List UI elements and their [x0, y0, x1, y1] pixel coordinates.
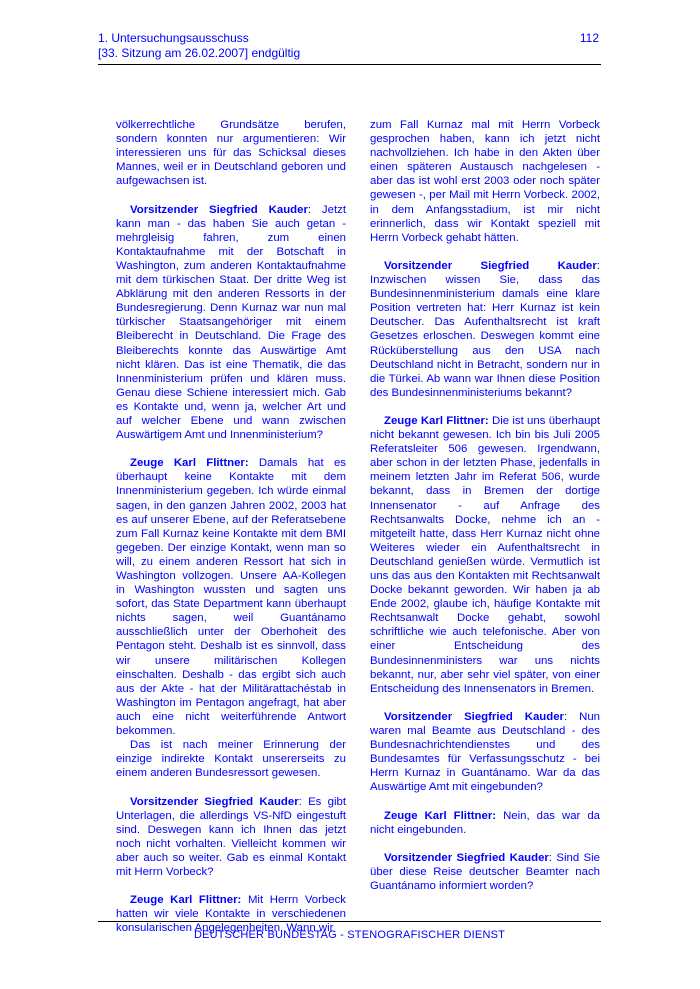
header-committee: 1. Untersuchungsausschuss	[98, 31, 249, 45]
paragraph: Vorsitzender Siegfried Kauder: Nun waren mal Beamte aus Deutschland - des Bundesnachrichtendienstes und des Bundesamtes für Verfassungsschutz - bei Herrn Kurnaz in Guantánamo. War da das Auswärtige Amt mit eingebunden?	[370, 710, 600, 794]
speaker-name: Zeuge Karl Flittner:	[384, 414, 489, 427]
paragraph: Vorsitzender Siegfried Kauder: Inzwischen wissen Sie, dass das Bundesinnenministerium damals eine klare Position vertreten hat: Herr Kurnaz ist kein Deutscher. Das Aufenthaltsrecht ist kraft Gesetzes erloschen. Deswegen kommt eine Rücküberstellung aus den USA nach Deutschland nicht in Betracht, sondern nur in die Türkei. Ab wann war Ihnen diese Position des Bundesinnenministeriums bekannt?	[370, 259, 600, 399]
paragraph: Zeuge Karl Flittner: Damals hat es überhaupt keine Kontakte mit dem Innenministerium gegeben. Ich würde einmal sagen, in den ganzen Jahren 2002, 2003 hat es auf unserer Ebene, auf der Referatsebene zum Fall Kurnaz keine Kontakte mit dem BMI gegeben. Der einzige Kontakt, wenn man so will, zu einem anderen Ressort hat sich in Washington vollzogen. Unsere AA-Kollegen in Washington wussten und sagten uns sofort, das State Department kann überhaupt nichts sagen, weil Guantánamo ausschließlich unter der Oberhoheit des Pentagon steht. Deshalb ist es sinnvoll, dass wir unsere militärischen Kollegen einschalten. Deshalb - das ergibt sich auch aus der Akte - hat der Militärattachéstab in Washington im Pentagon angefragt, hat aber auch eine nicht weiterführende Antwort bekommen.	[116, 457, 346, 738]
speaker-name: Vorsitzender Siegfried Kauder	[384, 259, 597, 272]
page-header	[98, 31, 604, 61]
footer-divider	[98, 921, 601, 922]
speaker-name: Vorsitzender Siegfried Kauder	[384, 851, 549, 864]
speaker-name: Zeuge Karl Flittner:	[384, 809, 497, 822]
paragraph: Zeuge Karl Flittner: Mit Herrn Vorbeck hatten wir viele Kontakte in verschiedenen konsularischen Angelegenheiten. Wann wir	[116, 894, 346, 935]
speaker-name: Zeuge Karl Flittner:	[130, 894, 242, 907]
paragraph: Vorsitzender Siegfried Kauder: Jetzt kann man - das haben Sie auch getan - mehrgleisig fahren, zum einen Kontaktaufnahme mit der Botschaft in Washington, zum anderen Kontaktaufnahme mit dem türkischen Staat. Der dritte Weg ist Abklärung mit den anderen Ressorts in der Bundesregierung. Denn Kurnaz war nun mal türkischer Staatsangehöriger mit einem Bleiberecht in Deutschland. Die Frage des Bleiberechts konnte das Auswärtige Amt nicht klären. Das ist eine Thematik, die das Innenministerium prüfen und klären muss. Genau diese Schiene interessiert mich. Gab es Kontakte und, wenn ja, welcher Art und auf welcher Ebene und wann zwischen Auswärtigem Amt und Innenministerium?	[116, 203, 346, 442]
header-divider	[98, 64, 601, 65]
paragraph: Das ist nach meiner Erinnerung der einzige indirekte Kontakt unsererseits zu einem anderen Bundesressort gewesen.	[116, 739, 346, 780]
right-column	[370, 118, 600, 893]
paragraph: Vorsitzender Siegfried Kauder: Es gibt Unterlagen, die allerdings VS-NfD eingestuft sind. Deswegen kann ich Ihnen das jetzt noch nicht vorhalten. Vielleicht kommen wir aber auch so weiter. Gab es einmal Kontakt mit Herrn Vorbeck?	[116, 795, 346, 878]
page-number: 112	[579, 31, 599, 45]
paragraph: zum Fall Kurnaz mal mit Herrn Vorbeck gesprochen haben, kann ich jetzt nicht nachvollziehen. Ich habe in den Akten über einen späteren Austausch nachgelesen - aber das ist wohl erst 2003 oder noch später gewesen -, per Mail mit Herrn Vorbeck. 2002, in dem Anfangsstadium, ist mir nicht erinnerlich, dass wir Kontakt speziell mit Herrn Vorbeck gehabt hätten.	[370, 119, 600, 244]
speaker-name: Vorsitzender Siegfried Kauder	[384, 710, 564, 723]
speaker-name: Zeuge Karl Flittner:	[130, 457, 249, 470]
paragraph: Zeuge Karl Flittner: Nein, das war da nicht eingebunden.	[370, 809, 600, 836]
speaker-name: Vorsitzender Siegfried Kauder	[130, 203, 308, 216]
left-column	[116, 118, 346, 935]
header-session: [33. Sitzung am 26.02.2007] endgültig	[98, 46, 301, 60]
speaker-name: Vorsitzender Siegfried Kauder	[130, 795, 299, 808]
paragraph: Vorsitzender Siegfried Kauder: Sind Sie über diese Reise deutscher Beamter nach Guantánamo informiert worden?	[370, 851, 600, 893]
paragraph: völkerrechtliche Grundsätze berufen, sondern konnten nur argumentieren: Wir interessieren uns für das Schicksal dieses Mannes, weil er in Deutschland geboren und aufgewachsen ist.	[116, 119, 346, 188]
paragraph: Zeuge Karl Flittner: Die ist uns überhaupt nicht bekannt gewesen. Ich bin bis Juli 2005 Referatsleiter 506 gewesen. Irgendwann, aber schon in der letzten Phase, jedenfalls in meinem letzten Jahr im Referat 506, wurde bekannt, dass in Bremen der dortige Innensenator - auf Anfrage des Rechtsanwalts Docke, nehme ich an - mitgeteilt hatte, dass Herr Kurnaz nicht ohne Weiteres wieder ein Aufenthaltsrecht in Deutschland genießen würde. Vermutlich ist uns das aus den Kontakten mit Rechtsanwalt Docke bekannt geworden. Wir haben ja ab Ende 2002, glaube ich, häufige Kontakte mit Rechtsanwalt Docke gehabt, sowohl schriftliche wie auch telefonische. Aber von einer Entscheidung des Bundesinnenministers war uns nichts bekannt, nur, aber sehr viel später, von einer Entscheidung des Innensenators in Bremen.	[370, 414, 600, 695]
page-footer: DEUTSCHER BUNDESTAG - STENOGRAFISCHER DIENST	[193, 929, 506, 941]
